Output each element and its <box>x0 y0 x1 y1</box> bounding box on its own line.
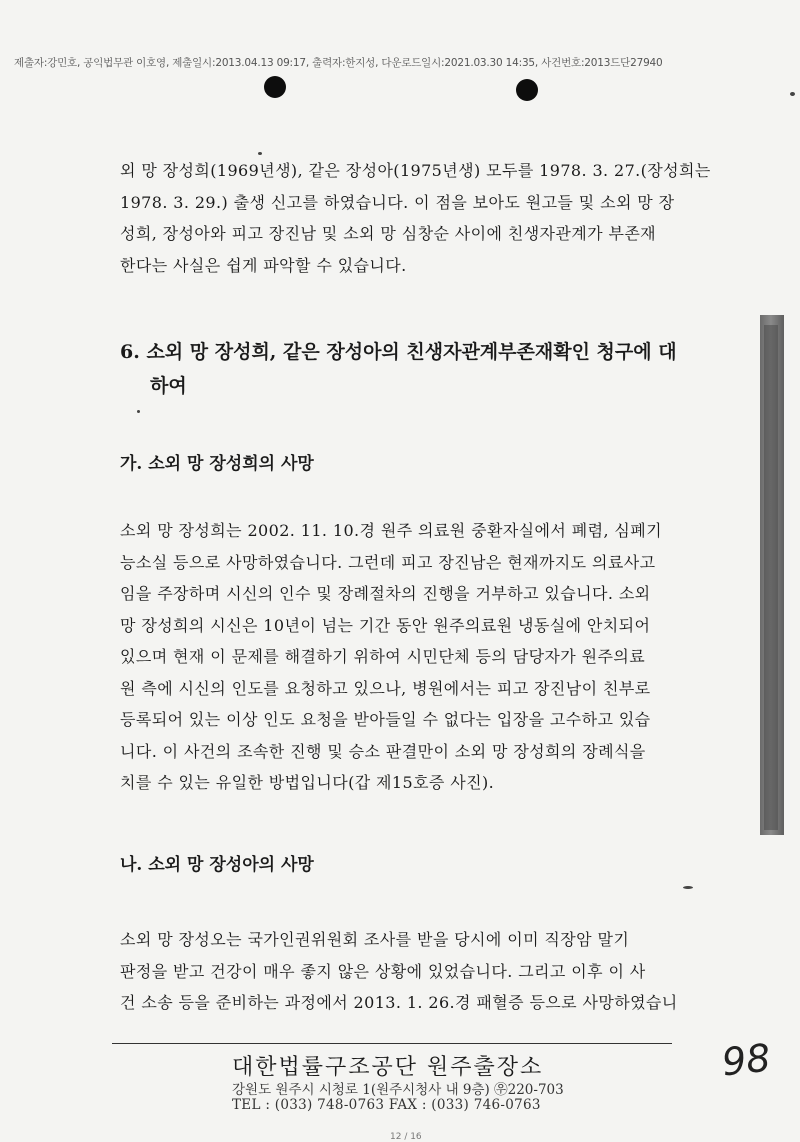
footer-divider <box>112 1043 672 1044</box>
text-line: 있으며 현재 이 문제를 해결하기 위하여 시민단체 등의 담당자가 원주의료 <box>120 647 646 666</box>
heading-line: 하여 <box>150 375 187 397</box>
subsection-na-paragraph <box>120 924 678 1019</box>
text-line: 소외 망 장성희는 2002. 11. 10.경 원주 의료원 중환자실에서 폐렴, 심폐기 <box>120 521 662 540</box>
text-line: 니다. 이 사건의 조속한 진행 및 승소 판결만이 소외 망 장성희의 장례식을 <box>120 741 646 761</box>
text-line: 1978. 3. 29.) 출생 신고를 하였습니다. 이 점을 보아도 원고들 및 소외 망 장 <box>120 192 675 212</box>
text-line: 건 소송 등을 준비하는 과정에서 2013. 1. 26.경 패혈증 등으로 사망하였습니 <box>120 993 678 1012</box>
text-line: 원 측에 시신의 인도를 요청하고 있으나, 병원에서는 피고 장진남이 친부로 <box>120 678 651 698</box>
scan-speck <box>137 410 140 413</box>
punch-hole <box>264 76 286 98</box>
subsection-ga-paragraph <box>120 515 662 799</box>
heading-line: 6. 소외 망 장성희, 같은 장성아의 친생자관계부존재확인 청구에 대 <box>120 341 677 363</box>
text-line: 성희, 장성아와 피고 장진남 및 소외 망 심창순 사이에 친생자관계가 부존재 <box>120 224 657 243</box>
text-line: 망 장성희의 시신은 10년이 넘는 기간 동안 원주의료원 냉동실에 안치되어 <box>120 615 651 635</box>
footer-tel-fax: TEL : (033) 748-0763 FAX : (033) 746-0763 <box>232 1097 541 1113</box>
footer-address: 강원도 원주시 시청로 1(원주시청사 내 9층) ㉾220-703 <box>232 1082 564 1098</box>
text-line: 임을 주장하며 시신의 인수 및 장례절차의 진행을 거부하고 있습니다. 소외 <box>120 584 651 603</box>
submission-info-header: 제출자:강민호, 공익법무관 이호영, 제출일시:2013.04.13 09:17, 출력자:한지성, 다운로드일시:2021.03.30 14:35, 사건번호:2013드단27940 <box>14 57 663 69</box>
scan-edge-shadow <box>760 315 784 835</box>
bottom-page-marker: 12 / 16 <box>390 1132 422 1142</box>
scan-speck <box>790 92 795 96</box>
text-line: 치를 수 있는 유일한 방법입니다(갑 제15호증 사진). <box>120 773 495 792</box>
text-line: 등록되어 있는 이상 인도 요청을 받아들일 수 없다는 입장을 고수하고 있습 <box>120 710 651 729</box>
text-line: 외 망 장성희(1969년생), 같은 장성아(1975년생) 모두를 1978. 3. 27.(장성희는 <box>120 161 711 180</box>
intro-paragraph <box>120 155 711 281</box>
footer-organization: 대한법률구조공단 원주출장소 <box>232 1055 544 1080</box>
text-line: 판정을 받고 건강이 매우 좋지 않은 상황에 있었습니다. 그리고 이후 이 사 <box>120 961 646 981</box>
subsection-na-heading: 나. 소외 망 장성아의 사망 <box>120 855 314 875</box>
punch-hole <box>516 79 538 101</box>
scan-speck <box>258 152 262 155</box>
scan-speck <box>683 886 693 889</box>
text-line: 한다는 사실은 쉽게 파악할 수 있습니다. <box>120 255 407 275</box>
handwritten-page-number: 98 <box>719 1035 773 1085</box>
text-line: 능소실 등으로 사망하였습니다. 그런데 피고 장진남은 현재까지도 의료사고 <box>120 552 656 572</box>
subsection-ga-heading: 가. 소외 망 장성희의 사망 <box>120 454 314 474</box>
text-line: 소외 망 장성오는 국가인권위원회 조사를 받을 당시에 이미 직장암 말기 <box>120 930 630 949</box>
section-6-heading <box>120 335 677 403</box>
